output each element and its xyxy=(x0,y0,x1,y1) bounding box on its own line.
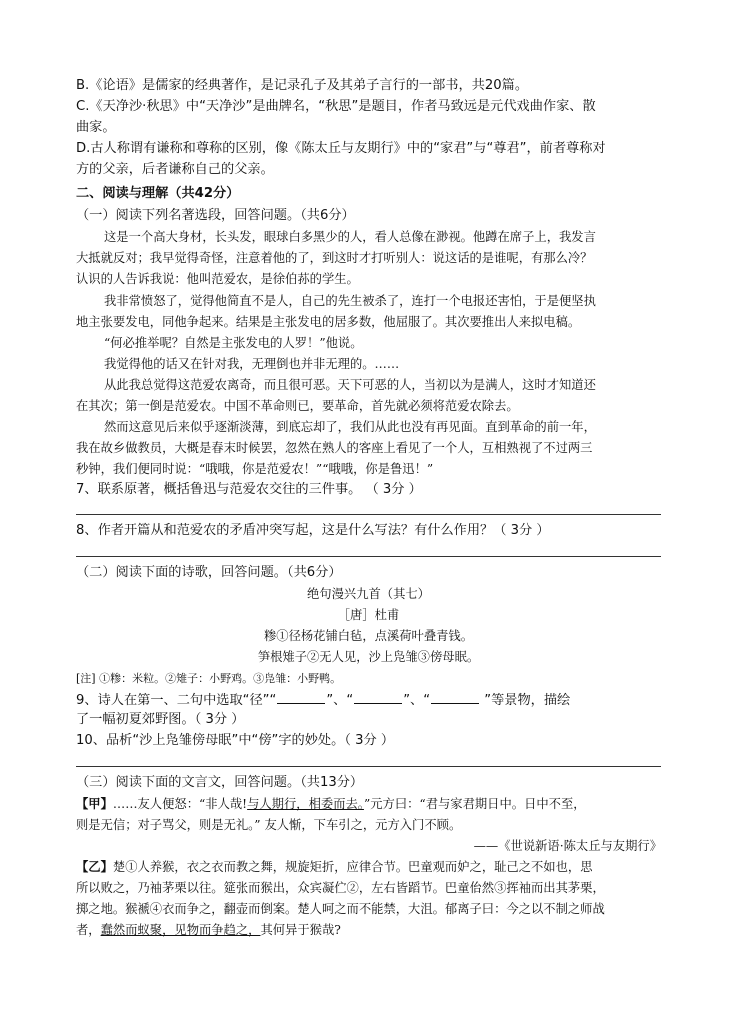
question-7: 7、联系原著，概括鲁迅与范爱农交往的三件事。 （ 3分 ） xyxy=(76,482,422,497)
option-c-line1: C.《天净沙·秋思》中“天净沙”是曲牌名，“秋思”是题目，作者马致远是元代戏曲作家、散 xyxy=(76,99,596,114)
section3-heading: （三）阅读下面的文言文，回答问题。（共13分） xyxy=(76,775,364,790)
text-yi-line1 xyxy=(76,858,593,876)
poem-author: ［唐］杜甫 xyxy=(337,608,400,622)
question-8: 8、作者开篇从和范爱农的矛盾冲突写起，这是什么写法？有什么作用？（ 3分 ） xyxy=(76,523,550,538)
text-yi-line3: 掷之地。猴褫④衣而争之，翻壶而倒案。楚人呵之而不能禁，大沮。郁离子曰：今之以不制之师战 xyxy=(76,902,605,916)
answer-line-q8[interactable] xyxy=(76,556,661,557)
text-yi-line4 xyxy=(76,921,341,939)
question-9-part-b: ”、“ xyxy=(326,693,354,708)
poem-note: [注] ①糁：米粒。②雉子：小野鸡。③凫雏：小野鸭。 xyxy=(76,672,342,685)
question-9-part-a: 9、诗人在第一、二句中选取“径”“ xyxy=(76,693,277,708)
question-9-line2: 了一幅初夏郊野图。（ 3分 ） xyxy=(76,712,245,727)
passage1-p1-line3: 认识的人告诉我说：他叫范爱农，是徐伯荪的学生。 xyxy=(76,272,359,286)
answer-line-q7[interactable] xyxy=(76,514,661,515)
answer-blank-2[interactable] xyxy=(354,690,402,704)
question-9 xyxy=(76,690,570,710)
passage1-p6-line1: 然而这意见后来似乎逐渐淡薄，到底忘却了，我们从此也没有再见面。直到革命的前一年， xyxy=(104,420,596,434)
yi-line4-a: 者， xyxy=(76,923,101,937)
option-d-line1: D.古人称谓有谦称和尊称的区别，像《陈太丘与友期行》中的“家君”与“尊君”，前者尊称对 xyxy=(76,141,606,156)
yi-line1-text: 楚①人养猴，衣之衣而教之舞，规旋矩折，应律合节。巴童观而妒之，耻己之不如也，思 xyxy=(112,860,593,874)
poem-line-1: 糁①径杨花铺白毡，点溪荷叶叠青钱。 xyxy=(263,629,474,643)
text-yi-line2: 所以败之，乃袖茅栗以往。筵张而猴出，众宾凝伫②，左右皆蹈节。巴童佁然③挥袖而出其茅栗， xyxy=(76,881,605,895)
jia-source: ——《世说新语·陈太丘与友期行》 xyxy=(473,839,662,853)
passage1-p3: “何必推举呢？自然是主张发电的人罗！”他说。 xyxy=(104,336,363,350)
passage1-p2-line1: 我非常愤怒了，觉得他简直不是人，自己的先生被杀了，连打一个电报还害怕，于是便坚执 xyxy=(104,294,596,308)
text-jia-line2: 则是无信；对子骂父，则是无礼。” 友人惭，下车引之，元方入门不顾。 xyxy=(76,818,462,832)
poem-line-2: 笋根雉子②无人见，沙上凫雏③傍母眠。 xyxy=(257,650,480,664)
passage1-p5-line2: 在其次；第一倒是范爱农。中国不革命则已，要革命，首先就必须将范爱农除去。 xyxy=(76,399,519,413)
jia-underlined-sentence: 与人期行，相委而去。 xyxy=(247,797,364,811)
question-9-part-d: ”等景物，描绘 xyxy=(480,693,571,708)
passage1-p1-line2: 大抵就反对；我早觉得奇怪，注意着他的了，到这时才打听别人：说这话的是谁呢，有那么冷？ xyxy=(76,251,593,265)
section2-heading: （二）阅读下面的诗歌，回答问题。（共6分） xyxy=(76,565,342,580)
jia-label: 【甲】 xyxy=(76,796,113,811)
answer-line-q10[interactable] xyxy=(76,766,661,767)
jia-line1-b: ”元方曰：“君与家君期日中。日中不至， xyxy=(363,797,586,811)
passage1-p1-line1: 这是一个高大身材，长头发，眼球白多黑少的人，看人总像在渺视。他蹲在席子上，我发言 xyxy=(104,230,596,244)
section1-heading: （一）阅读下列名著选段，回答问题。（共6分） xyxy=(76,208,355,223)
passage1-p6-line2: 我在故乡做教员，大概是春末时候罢，忽然在熟人的客座上看见了一个人，互相熟视了不过两三 xyxy=(76,441,593,455)
option-c-line2: 曲家。 xyxy=(76,120,116,135)
yi-line4-b: 其何异于猴哉? xyxy=(260,923,341,937)
passage1-p2-line2: 地主张要发电，同他争起来。结果是主张发电的居多数，他屈服了。其次要推出人来拟电稿。 xyxy=(76,315,581,329)
passage1-p4: 我觉得他的话又在针对我，无理倒也并非无理的。…… xyxy=(104,357,400,371)
yi-underlined-sentence: 蠢然而蚁聚，见物而争趋之， xyxy=(100,923,261,937)
answer-blank-3[interactable] xyxy=(431,690,479,704)
option-d-line2: 方的父亲，后者谦称自己的父亲。 xyxy=(76,162,274,177)
jia-line1-a: ……友人便怒：“非人哉! xyxy=(112,797,248,811)
passage1-p5-line1: 从此我总觉得这范爱农离奇，而且很可恶。天下可恶的人，当初以为是满人，这时才知道还 xyxy=(104,378,596,392)
answer-blank-1[interactable] xyxy=(277,690,325,704)
poem-title: 绝句漫兴九首（其七） xyxy=(307,587,430,601)
question-9-part-c: ”、“ xyxy=(403,693,431,708)
part2-heading: 二、阅读与理解（共42分） xyxy=(76,186,240,201)
question-10: 10、品析“沙上凫雏傍母眠”中“傍”字的妙处。（ 3分 ） xyxy=(76,733,395,748)
passage1-p6-line3: 秒钟，我们便同时说：“哦哦，你是范爱农！”“哦哦，你是鲁迅！” xyxy=(76,462,434,476)
yi-label: 【乙】 xyxy=(76,859,113,874)
option-b: B.《论语》是儒家的经典著作，是记录孔子及其弟子言行的一部书，共20篇。 xyxy=(76,78,529,93)
text-jia-line1 xyxy=(76,795,586,813)
